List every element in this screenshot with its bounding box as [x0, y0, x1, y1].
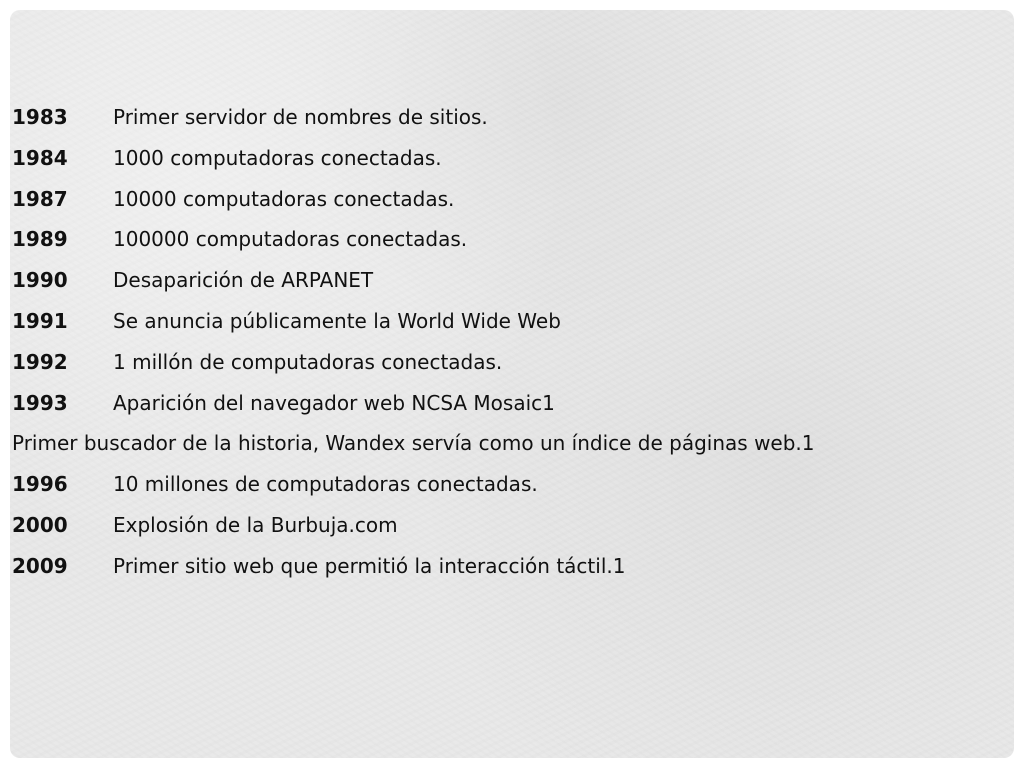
timeline-row [12, 342, 1012, 383]
timeline-row [12, 505, 1012, 546]
timeline-year: 2000 [12, 512, 68, 537]
timeline-text: 10000 computadoras conectadas. [113, 186, 455, 211]
timeline-text: Primer sitio web que permitió la interacción táctil.1 [113, 553, 626, 578]
timeline-year: 1993 [12, 390, 68, 415]
timeline-row [12, 219, 1012, 260]
timeline-row [12, 260, 1012, 301]
timeline-text: 100000 computadoras conectadas. [113, 227, 468, 252]
timeline-row [12, 464, 1012, 505]
timeline-year: 1996 [12, 472, 68, 497]
slide [10, 10, 1014, 758]
timeline-list [12, 97, 1012, 587]
timeline-text: Desaparición de ARPANET [113, 268, 374, 293]
timeline-text: 1 millón de computadoras conectadas. [113, 349, 503, 374]
timeline-year: 1992 [12, 349, 68, 374]
timeline-text: Explosión de la Burbuja.com [113, 512, 398, 537]
timeline-year: 1987 [12, 186, 68, 211]
timeline-text: Se anuncia públicamente la World Wide Web [113, 308, 561, 333]
timeline-row [12, 97, 1012, 138]
timeline-text: Aparición del navegador web NCSA Mosaic1 [113, 390, 555, 415]
timeline-year: 1989 [12, 227, 68, 252]
timeline-text: 10 millones de computadoras conectadas. [113, 472, 538, 497]
timeline-year: 2009 [12, 553, 68, 578]
timeline-row [12, 301, 1012, 342]
timeline-row [12, 546, 1012, 587]
timeline-year: 1983 [12, 105, 68, 129]
timeline-row [12, 179, 1012, 220]
timeline-text: 1000 computadoras conectadas. [113, 145, 442, 170]
timeline-row-continuation [12, 423, 1012, 464]
timeline-text: Primer buscador de la historia, Wandex servía como un índice de páginas web.1 [12, 431, 815, 456]
timeline-year: 1991 [12, 308, 68, 333]
timeline-text: Primer servidor de nombres de sitios. [113, 105, 488, 129]
timeline-row [12, 383, 1012, 424]
timeline-row [12, 138, 1012, 179]
timeline-year: 1984 [12, 145, 68, 170]
timeline-year: 1990 [12, 268, 68, 293]
